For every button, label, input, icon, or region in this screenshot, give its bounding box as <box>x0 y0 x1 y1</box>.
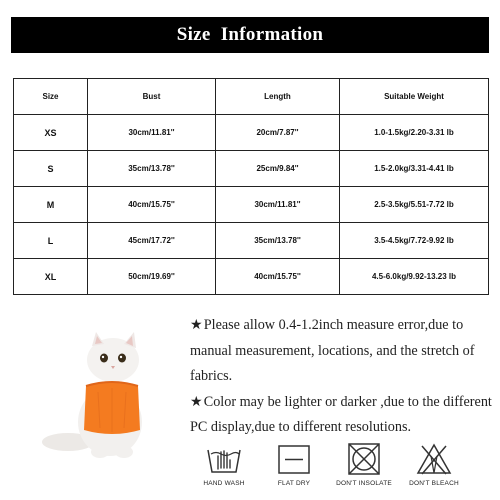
cell-bust: 50cm/19.69'' <box>88 259 216 295</box>
table-row <box>14 151 489 187</box>
header-length: Length <box>216 79 340 115</box>
cell-size: S <box>14 151 88 187</box>
care-label-hand-wash: HAND WASH <box>203 480 245 487</box>
table-header-row <box>14 79 489 115</box>
cell-weight: 1.5-2.0kg/3.31-4.41 lb <box>340 151 489 187</box>
header-weight: Suitable Weight <box>340 79 489 115</box>
do-not-bleach-icon <box>414 442 454 476</box>
size-table <box>13 78 489 295</box>
table-row <box>14 223 489 259</box>
note-measure-error: ★Please allow 0.4-1.2inch measure error,due to manual measurement, locations, and the stretch of fabrics. <box>190 317 475 384</box>
care-dont-bleach <box>394 442 474 487</box>
cell-size: XL <box>14 259 88 295</box>
star-icon: ★ <box>190 393 203 410</box>
cell-length: 35cm/13.78'' <box>216 223 340 259</box>
cell-length: 40cm/15.75'' <box>216 259 340 295</box>
cell-size: L <box>14 223 88 259</box>
table-row <box>14 187 489 223</box>
cell-size: M <box>14 187 88 223</box>
cell-size: XS <box>14 115 88 151</box>
care-label-dont-insolate: DON'T INSOLATE <box>336 480 392 487</box>
table-row <box>14 259 489 295</box>
cell-length: 20cm/7.87'' <box>216 115 340 151</box>
star-icon: ★ <box>190 317 203 333</box>
cell-length: 30cm/11.81'' <box>216 187 340 223</box>
table-row <box>14 115 489 151</box>
banner-title: Size Information <box>176 24 324 45</box>
cell-bust: 45cm/17.72'' <box>88 223 216 259</box>
cat-product-photo <box>40 330 160 460</box>
flat-dry-icon <box>274 442 314 476</box>
cell-weight: 3.5-4.5kg/7.72-9.92 lb <box>340 223 489 259</box>
cell-weight: 4.5-6.0kg/9.92-13.23 lb <box>340 259 489 295</box>
care-label-flat-dry: FLAT DRY <box>277 480 311 487</box>
care-dont-insolate <box>324 442 404 487</box>
header-size: Size <box>14 79 88 115</box>
do-not-tumble-dry-icon <box>344 442 384 476</box>
cell-weight: 1.0-1.5kg/2.20-3.31 lb <box>340 115 489 151</box>
care-hand-wash <box>184 442 264 487</box>
note-color: ★Color may be lighter or darker ,due to the different PC display,due to different resolutions. <box>190 393 492 435</box>
care-label-dont-bleach: DON'T BLEACH <box>409 480 459 487</box>
hand-wash-icon <box>204 442 244 476</box>
cell-weight: 2.5-3.5kg/5.51-7.72 lb <box>340 187 489 223</box>
cell-bust: 30cm/11.81'' <box>88 115 216 151</box>
notes-block <box>190 313 495 441</box>
cell-length: 25cm/9.84'' <box>216 151 340 187</box>
header-bust: Bust <box>88 79 216 115</box>
cell-bust: 40cm/15.75'' <box>88 187 216 223</box>
cell-bust: 35cm/13.78'' <box>88 151 216 187</box>
title-banner <box>11 17 489 53</box>
care-flat-dry <box>254 442 334 487</box>
